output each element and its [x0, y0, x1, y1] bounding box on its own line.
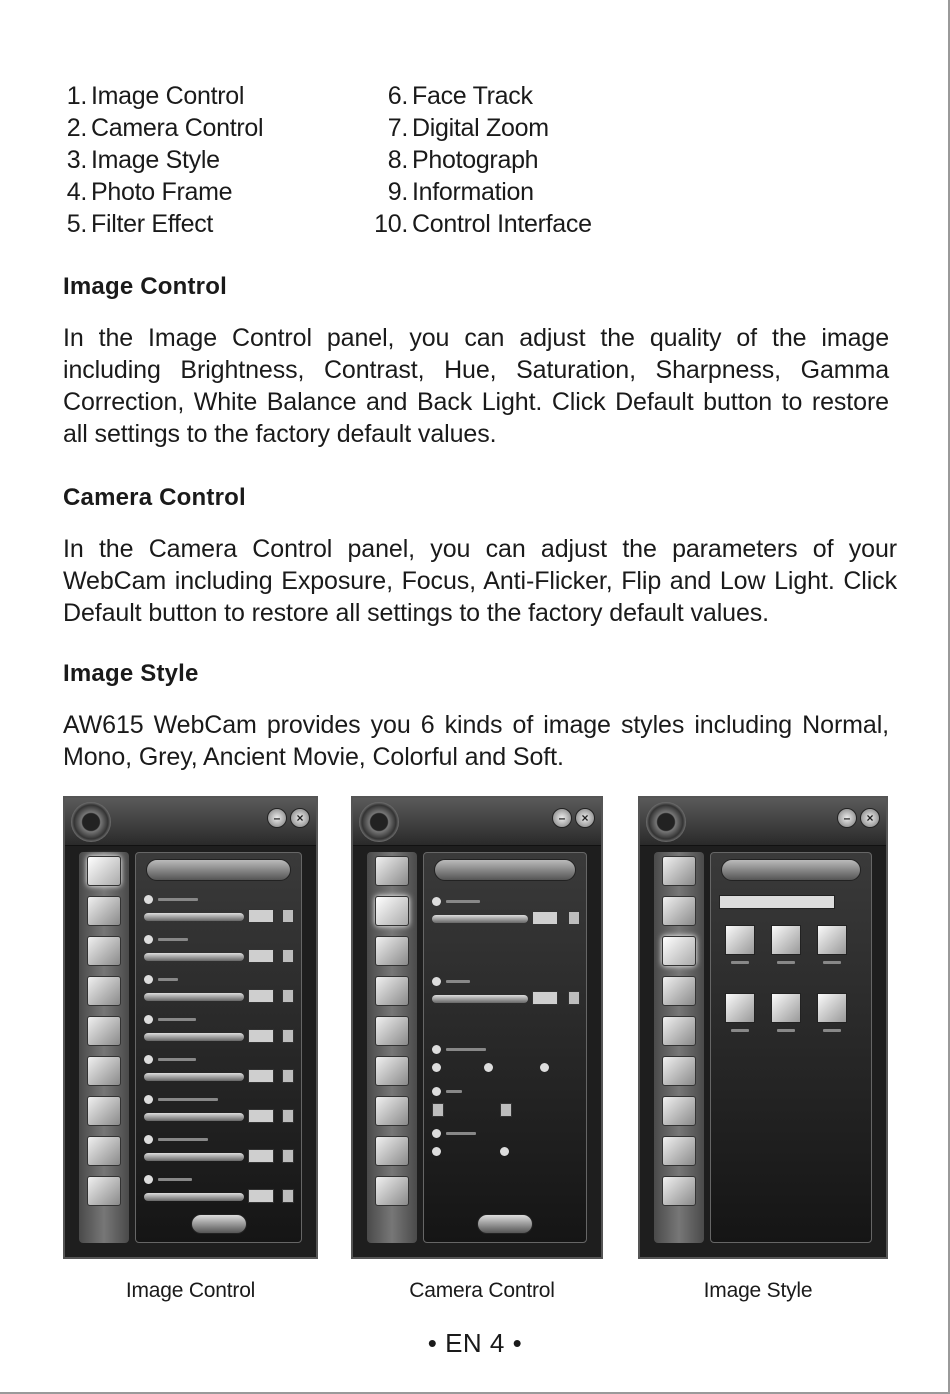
soft-style-icon: [817, 993, 847, 1023]
image-style-icon: [375, 936, 409, 966]
information-icon: [375, 1176, 409, 1206]
feature-list-right: [370, 80, 592, 240]
webcam-lens-icon: [71, 802, 111, 842]
section-body-image-control: In the Image Control panel, you can adjust the quality of the image including Brightness, Contrast, Hue, Saturation, Sharpness, Gamma Correction, White Balance and Back Light. Click Default button to restore all settings to the factory default values.: [63, 324, 889, 448]
figure-caption-image-control: Image Control: [125, 1279, 256, 1302]
image-style-panel: [710, 852, 872, 1243]
photo-frame-icon: [87, 976, 121, 1006]
section-body-image-style: AW615 WebCam provides you 6 kinds of image styles including Normal, Mono, Grey, Ancient Movie, Colorful and Soft.: [63, 711, 889, 771]
close-icon: ×: [290, 808, 310, 828]
digital-zoom-icon: [662, 1096, 696, 1126]
webcam-lens-icon: [359, 802, 399, 842]
photo-frame-icon: [662, 976, 696, 1006]
camera-control-icon: [662, 896, 696, 926]
default-button-graphic: [477, 1214, 533, 1234]
panel-title-pill: [434, 859, 576, 881]
image-control-icon: [87, 856, 121, 886]
image-control-screenshot: [63, 796, 318, 1259]
list-item: 1. Image Control: [66, 82, 245, 110]
webcam-lens-icon: [646, 802, 686, 842]
list-item: 7. Digital Zoom: [387, 114, 549, 142]
sidebar-icons: [367, 852, 417, 1243]
mono-style-icon: [771, 925, 801, 955]
list-item: 2. Camera Control: [66, 114, 264, 142]
white-balance-slider: [144, 1153, 244, 1161]
exposure-slider: [432, 915, 528, 923]
brightness-slider: [144, 913, 244, 921]
photograph-icon: [87, 1136, 121, 1166]
list-item: 8. Photograph: [387, 146, 539, 174]
sidebar-icons: [79, 852, 129, 1243]
saturation-slider: [144, 1033, 244, 1041]
filter-effect-icon: [662, 1016, 696, 1046]
gamma-slider: [144, 1113, 244, 1121]
section-heading-image-style: Image Style: [63, 660, 199, 687]
face-track-icon: [375, 1056, 409, 1086]
normal-style-icon: [725, 925, 755, 955]
focus-slider: [432, 995, 528, 1003]
minimize-icon: –: [267, 808, 287, 828]
camera-control-screenshot: [351, 796, 603, 1259]
movie-style-icon: [725, 993, 755, 1023]
section-heading-camera-control: Camera Control: [63, 484, 246, 511]
close-icon: ×: [575, 808, 595, 828]
list-item: 6. Face Track: [387, 82, 533, 110]
list-item: 9. Information: [387, 178, 534, 206]
image-control-panel: [135, 852, 302, 1243]
camera-control-icon: [87, 896, 121, 926]
minimize-icon: –: [837, 808, 857, 828]
information-icon: [87, 1176, 121, 1206]
image-style-screenshot: [638, 796, 888, 1259]
grey-style-icon: [817, 925, 847, 955]
image-style-icon: [662, 936, 696, 966]
feature-list-left: [63, 80, 263, 240]
section-heading-image-control: Image Control: [63, 273, 227, 300]
camera-control-icon: [375, 896, 409, 926]
colorful-style-icon: [771, 993, 801, 1023]
face-track-icon: [662, 1056, 696, 1086]
panel-title-pill: [721, 859, 861, 881]
photograph-icon: [375, 1136, 409, 1166]
figure-caption-image-style: Image Style: [703, 1279, 813, 1302]
filter-effect-icon: [87, 1016, 121, 1046]
default-button-graphic: [191, 1214, 247, 1234]
minimize-icon: –: [552, 808, 572, 828]
close-icon: ×: [860, 808, 880, 828]
photograph-icon: [662, 1136, 696, 1166]
page-number: • EN 4 •: [427, 1328, 523, 1358]
image-control-icon: [375, 856, 409, 886]
back-light-slider: [144, 1193, 244, 1201]
list-item: 4. Photo Frame: [66, 178, 233, 206]
filter-effect-icon: [375, 1016, 409, 1046]
face-track-icon: [87, 1056, 121, 1086]
photo-frame-icon: [375, 976, 409, 1006]
hue-slider: [144, 993, 244, 1001]
figure-caption-camera-control: Camera Control: [409, 1279, 555, 1302]
digital-zoom-icon: [87, 1096, 121, 1126]
sidebar-icons: [654, 852, 704, 1243]
style-select: [719, 895, 835, 909]
contrast-slider: [144, 953, 244, 961]
image-style-icon: [87, 936, 121, 966]
section-body-camera-control: In the Camera Control panel, you can adjust the parameters of your WebCam including Exposure, Focus, Anti-Flicker, Flip and Low Light. Click Default button to restore all settings to the factory default values.: [63, 535, 897, 627]
information-icon: [662, 1176, 696, 1206]
sharpness-slider: [144, 1073, 244, 1081]
list-item: 5. Filter Effect: [66, 210, 214, 238]
digital-zoom-icon: [375, 1096, 409, 1126]
image-control-icon: [662, 856, 696, 886]
list-item: 3. Image Style: [66, 146, 220, 174]
list-item: 10. Control Interface: [374, 210, 592, 238]
panel-title-pill: [146, 859, 291, 881]
camera-control-panel: [423, 852, 587, 1243]
